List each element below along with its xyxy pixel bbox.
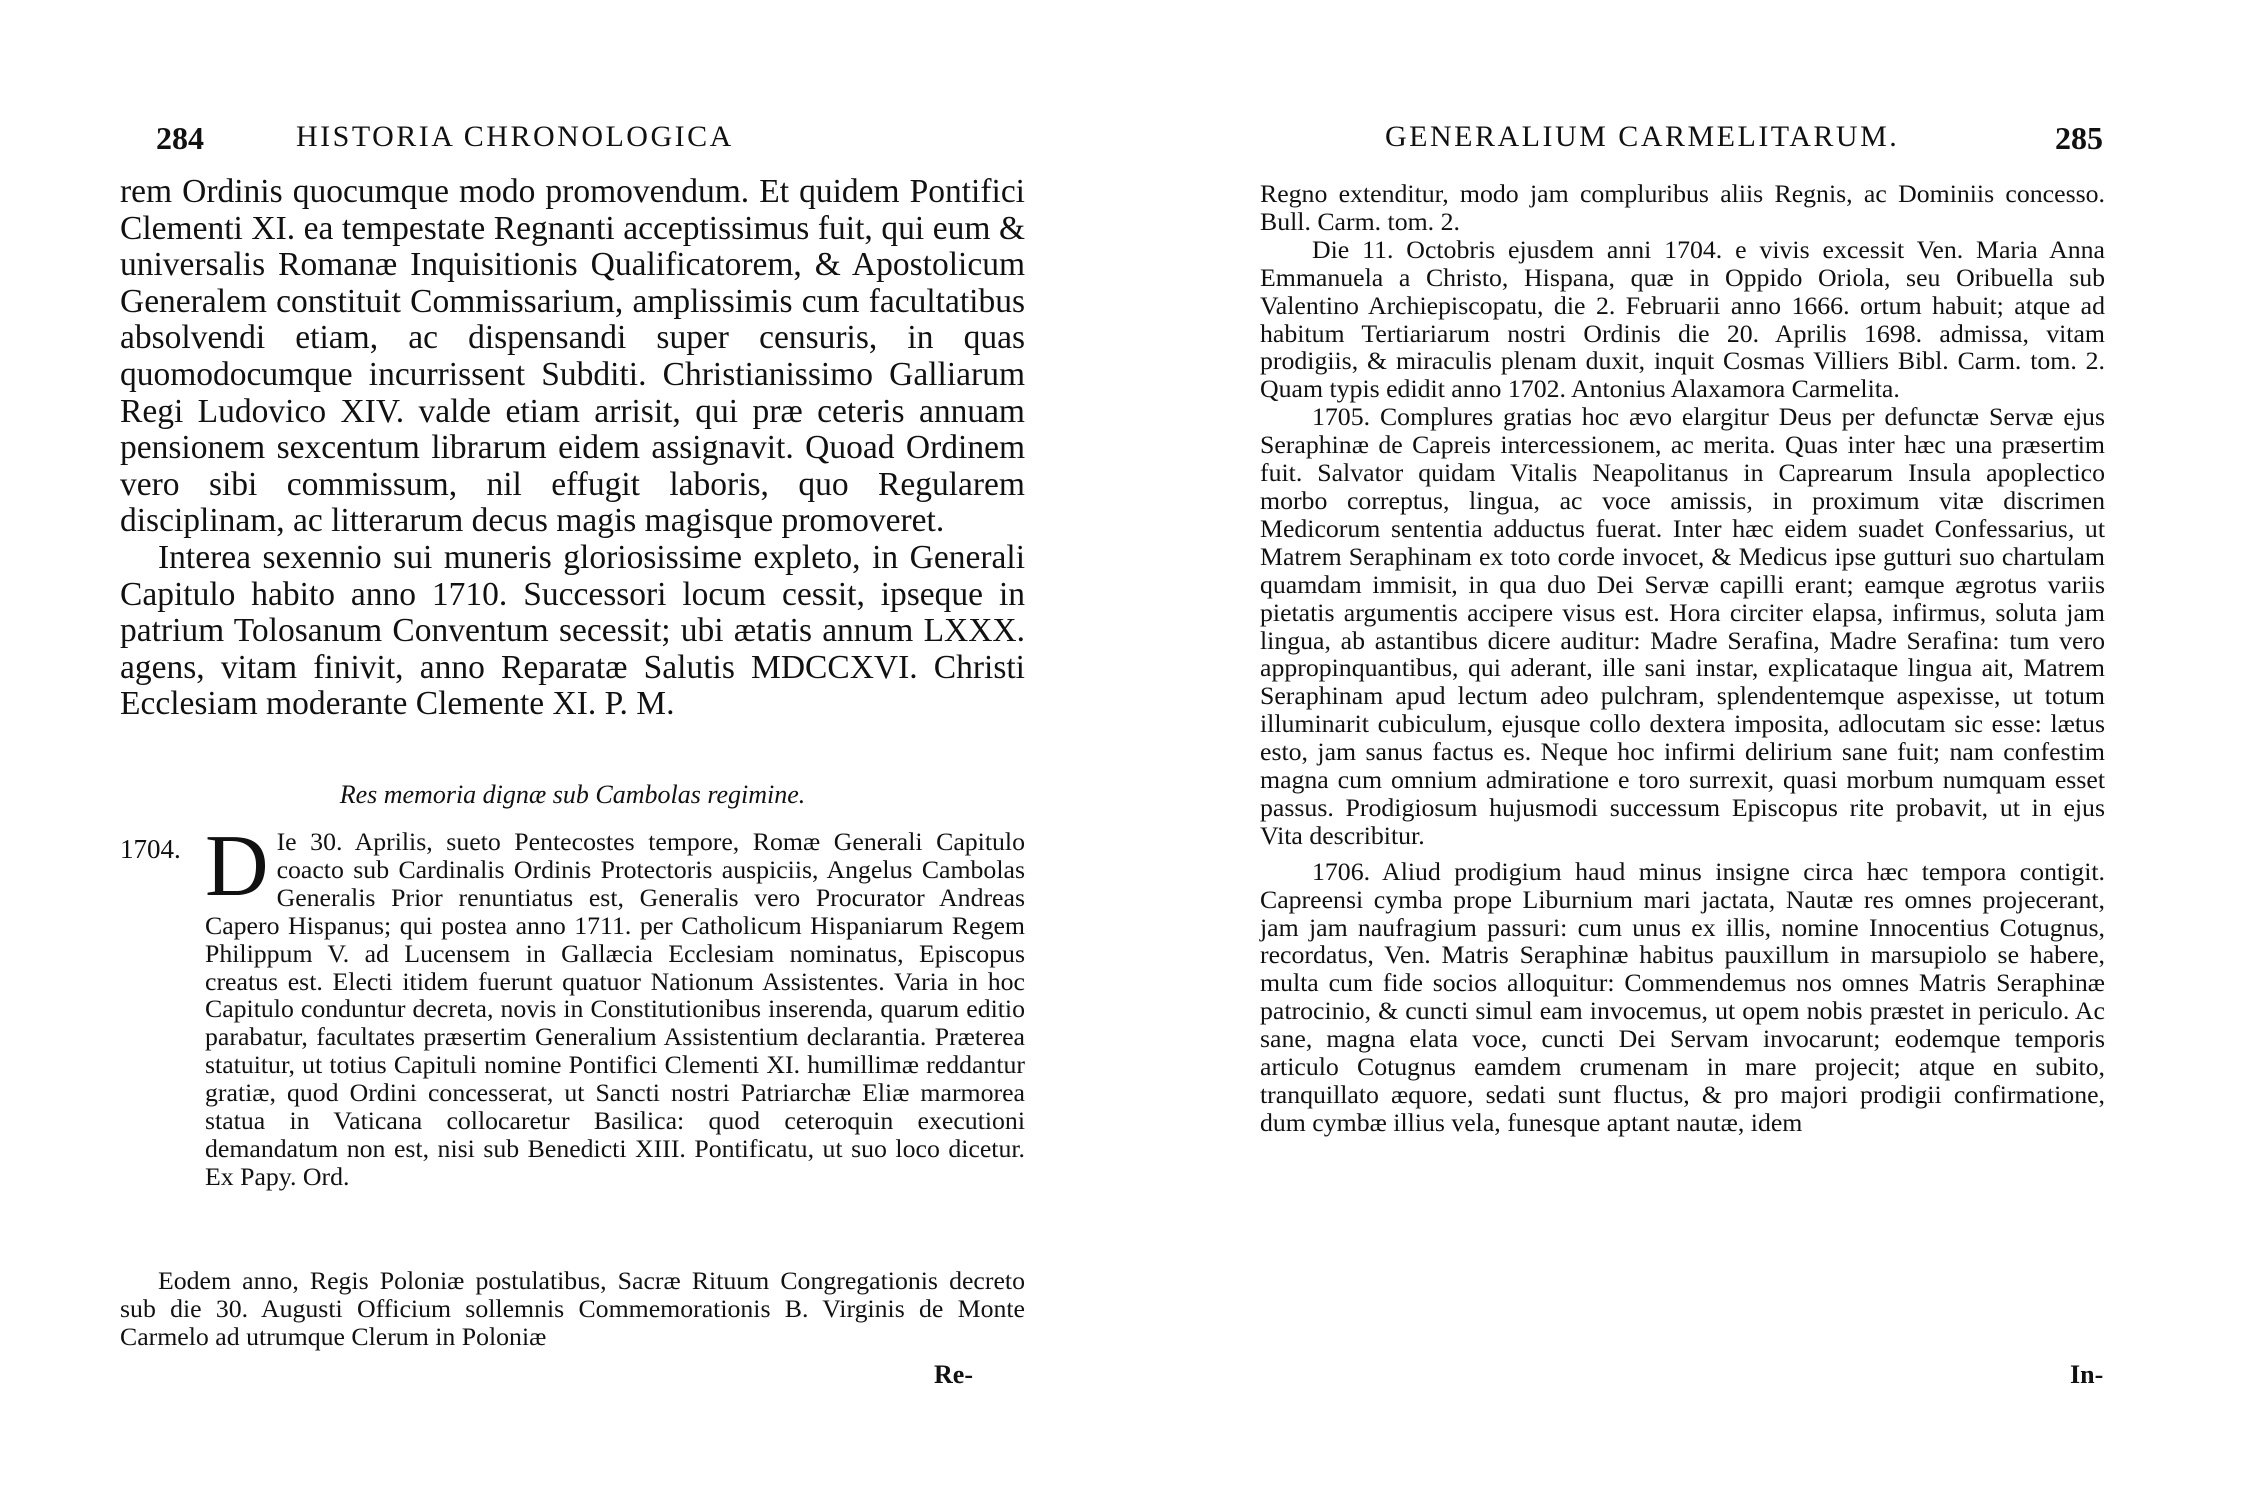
- paragraph: 1706. Aliud prodigium haud minus insigne circa hæc tempora contigit. Capreensi cymba prope Liburnium mari jactata, Nautæ res omnes projecerant, jam jam naufragium passuri: cum unus ex illis, nomine Innocentius Cotugnus, recordatus, Ven. Matris Seraphinæ habitus pauxillum in marsupiolo se habere, multa cum fide socios alloquitur: Commendemus nos omnes Matris Seraphinæ patrocinio, & cuncti simul eam invocemus, ut opem nobis præstet in periculo. Ac sane, magna elata voce, cuncti Dei Servam invocarunt; eodemque temporis articulo Cotugnus eamdem crumenam in mare projecit; atque en subito, tranquillato æquore, sedati sunt fluctus, & pro majori prodigii confirmatione, dum cymbæ illius vela, funesque aptant nautæ, idem: [1260, 856, 2105, 1137]
- running-head: HISTORIA CHRONOLOGICA: [296, 120, 734, 153]
- year-margin: 1704.: [120, 834, 181, 864]
- paragraph: Eodem anno, Regis Poloniæ postulatibus, Sacræ Rituum Congregationis decreto sub die 30. Augusti Officium sollemnis Commemorationis B. Virginis de Monte Carmelo ad utrumque Clerum in Poloniæ: [120, 1266, 1025, 1351]
- main-text: [1260, 180, 2105, 1137]
- paragraph-eodem: [120, 1267, 1025, 1351]
- paragraph-1704: [205, 818, 1025, 1191]
- paragraph: Die 11. Octobris ejusdem anni 1704. e vivis excessit Ven. Maria Anna Emmanuela a Christo, Hispana, quæ in Oppido Oriola, seu Oribuella sub Valentino Archiepiscopatu, die 2. Februarii anno 1666. ortum habuit; atque ad habitum Tertiariarum nostri Ordinis die 20. Aprilis 1698. admissa, vitam prodigiis, & miraculis plenam duxit, inquit Cosmas Villiers Bibl. Carm. tom. 2. Quam typis edidit anno 1702. Antonius Alaxamora Carmelita.: [1260, 234, 2105, 404]
- running-head: GENERALIUM CARMELITARUM.: [1385, 120, 1900, 153]
- paragraph: rem Ordinis quocumque modo promovendum. Et quidem Pontifici Clementi XI. ea tempestate Regnanti acceptissimus fuit, qui eum & universalis Romanæ Inquisitionis Qualificatorem, & Apostolicum Generalem constituit Commissarium, amplissimis cum facultatibus absolvendi etiam, ac dispensandi super censuris, in quas quomodocumque incurrissent Subditi. Christianissimo Galliarum Regi Ludovico XIV. valde etiam arrisit, qui præ ceteris annuam pensionem sexcentum librarum eidem assignavit. Quoad Ordinem vero sibi commissum, nil effugit laboris, quo Regularem disciplinam, ac litterarum decus magis magisque promoveret.: [120, 173, 1025, 540]
- paragraph: Regno extenditur, modo jam compluribus aliis Regnis, ac Dominiis concesso. Bull. Carm. tom. 2.: [1260, 179, 2105, 236]
- paragraph-text: Ie 30. Aprilis, sueto Pentecostes tempore, Romæ Generali Capitulo coacto sub Cardinalis Ordinis Protectoris auspiciis, Angelus Cambolas Generalis Prior renuntiatus est, Generalis vero Procurator Andreas Capero Hispanus; qui postea anno 1711. per Catholicum Hispaniarum Regem Philippum V. ad Lucensem in Gallæcia Ecclesiam nominatus, Episcopus creatus est. Electi itidem fuerunt quatuor Nationum Assistentes. Varia in hoc Capitulo conduntur decreta, novis in Constitutionibus inserenda, quarum editio parabatur, facultates præsertim Generalium Assistentium declarantia. Præterea statuitur, ut totius Capituli nomine Pontifici Clementi XI. humillimæ reddantur gratiæ, quod Ordini concesserat, ut Sancti nostri Patriarchæ Eliæ marmorea statua in Vaticana collocaretur Basilica: quod ceteroquin executioni demandatum non est, nisi sub Benedicti XIII. Pontificatu, ut suo loco dicetur. Ex Papy. Ord.: [205, 827, 1025, 1191]
- catchword: In-: [2070, 1360, 2104, 1389]
- right-page: [1125, 0, 2250, 1501]
- catchword: Re-: [934, 1360, 973, 1389]
- paragraph: Interea sexennio sui muneris gloriosissime expleto, in Generali Capitulo habito anno 1710. Successori locum cessit, ipseque in patrium Tolosanum Conventum secessit; ubi ætatis annum LXXX. agens, vitam finivit, anno Reparatæ Salutis MDCCXVI. Christi Ecclesiam moderante Clemente XI. P. M.: [120, 538, 1025, 723]
- page-number: 285: [2055, 120, 2103, 156]
- page-number: 284: [156, 120, 204, 156]
- paragraph: 1705. Complures gratias hoc ævo elargitur Deus per defunctæ Servæ ejus Seraphinæ de Capreis intercessionem, ac merita. Quas inter hæc una præsertim fuit. Salvator quidam Vitalis Neapolitanus in Caprearum Insula apoplectico morbo correptus, lingua, ac voce amissis, in proximum vitæ discrimen Medicorum sententia adductus fuerat. Inter hæc eidem suadet Confessarius, ut Matrem Seraphinam ex toto corde invocet, & Medicus ipse gutturi suo chartulam quamdam immisit, in qua duo Dei Servæ capilli erant; eamque ægrotus variis pietatis argumentis accipere visus est. Hora circiter elapsa, infirmus, soluta jam lingua, ab astantibus dicere auditur: Madre Serafina, Madre Serafina: tum vero appropinquantibus, qui aderant, ille sani instar, explicataque lingua ait, Matrem Seraphinam apud lectum adeo pulchram, splendentemque aspexisse, ut totum illuminarit cubiculum, ejusque collo dextera imposita, adlocutam sic esse: lætus esto, jam sanus factus es. Neque hoc infirmi delirium sane fuit; nam confestim magna cum omnium admiratione e toro surrexit, quasi morbum numquam esset passus. Prodigiosum hujusmodi successum Episcopus rite probavit, ut in ejus Vita describitur.: [1260, 402, 2105, 850]
- drop-cap: D: [205, 818, 269, 915]
- main-text: [120, 174, 1025, 723]
- section-heading: Res memoria dignæ sub Cambolas regimine.: [339, 780, 806, 809]
